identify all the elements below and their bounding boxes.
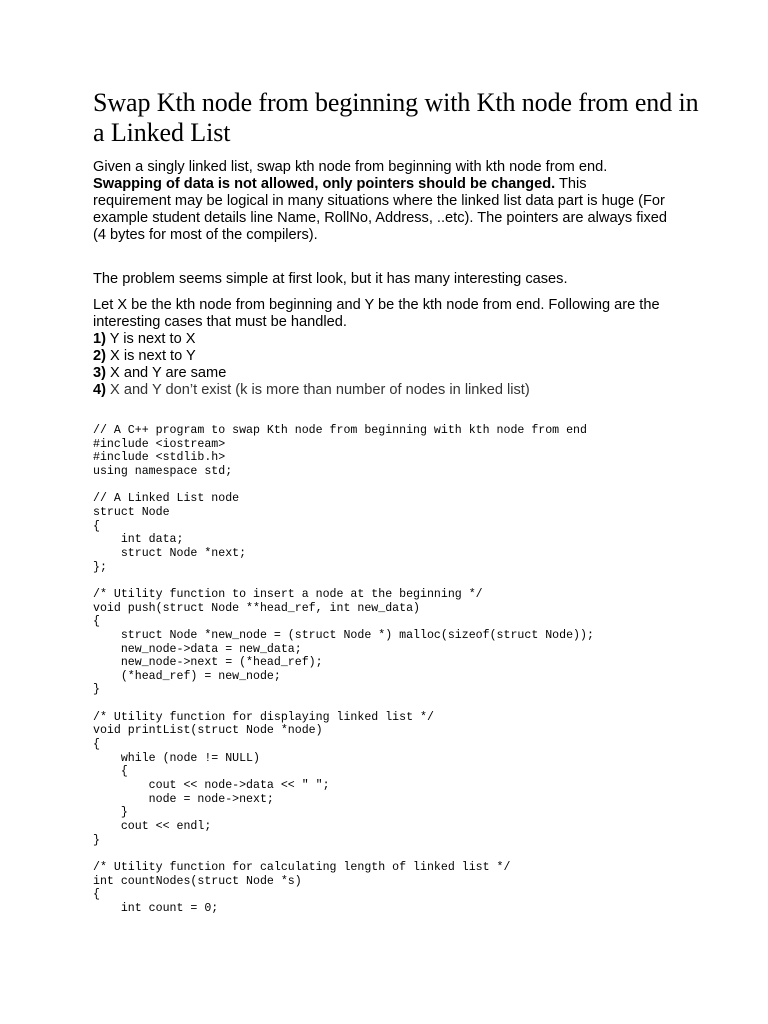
intro-paragraph [93,159,668,244]
cases-section [93,297,671,399]
case-text: X and Y are same [105,365,227,381]
case-number: 2) [93,348,106,364]
case-item [93,365,671,382]
cases-intro-paragraph: Let X be the kth node from beginning and Y be the kth node from end. Following are the interesting cases that must be handled. [93,297,660,330]
intro-bold-text: Swapping of data is not allowed, only pointers should be changed. [93,176,556,192]
intro-text-end: This requirement may be logical in many situations where the linked list data part is huge (For example student details line Name, RollNo, Address, ..etc). The pointers are always fixed (4 bytes for most of the compilers). [93,176,668,243]
case-item [93,348,671,365]
case-number: 4) [93,382,106,398]
case-text: Y is next to X [105,331,196,347]
cases-list [93,331,671,399]
case-number: 3) [93,365,106,381]
problem-paragraph: The problem seems simple at first look, but it has many interesting cases. [93,271,568,287]
case-text: X and Y don’t exist (k is more than number of nodes in linked list) [105,382,530,398]
case-number: 1) [93,331,106,347]
case-text: X is next to Y [105,348,196,364]
code-block: // A C++ program to swap Kth node from beginning with kth node from end #include <iostream> #include <stdlib.h> using namespace std; // A Linked List node struct Node { int data; struct Node *next; }; /* Utility function to insert a node at the beginning */ void push(struct Node **head_ref, int new_data) { struct Node *new_node = (struct Node *) malloc(sizeof(struct Node)); new_node->data = new_data; new_node->next = (*head_ref); (*head_ref) = new_node; } /* Utility function for displaying linked list */ void printList(struct Node *node) { while (node != NULL) { cout << node->data << " "; node = node->next; } cout << endl; } /* Utility function for calculating length of linked list */ int countNodes(struct Node *s) { int count = 0; [93,424,594,915]
page-title: Swap Kth node from beginning with Kth node from end in a Linked List [93,88,699,147]
intro-text-start: Given a singly linked list, swap kth node from beginning with kth node from end. [93,159,608,175]
case-item [93,331,671,348]
case-item [93,382,671,399]
